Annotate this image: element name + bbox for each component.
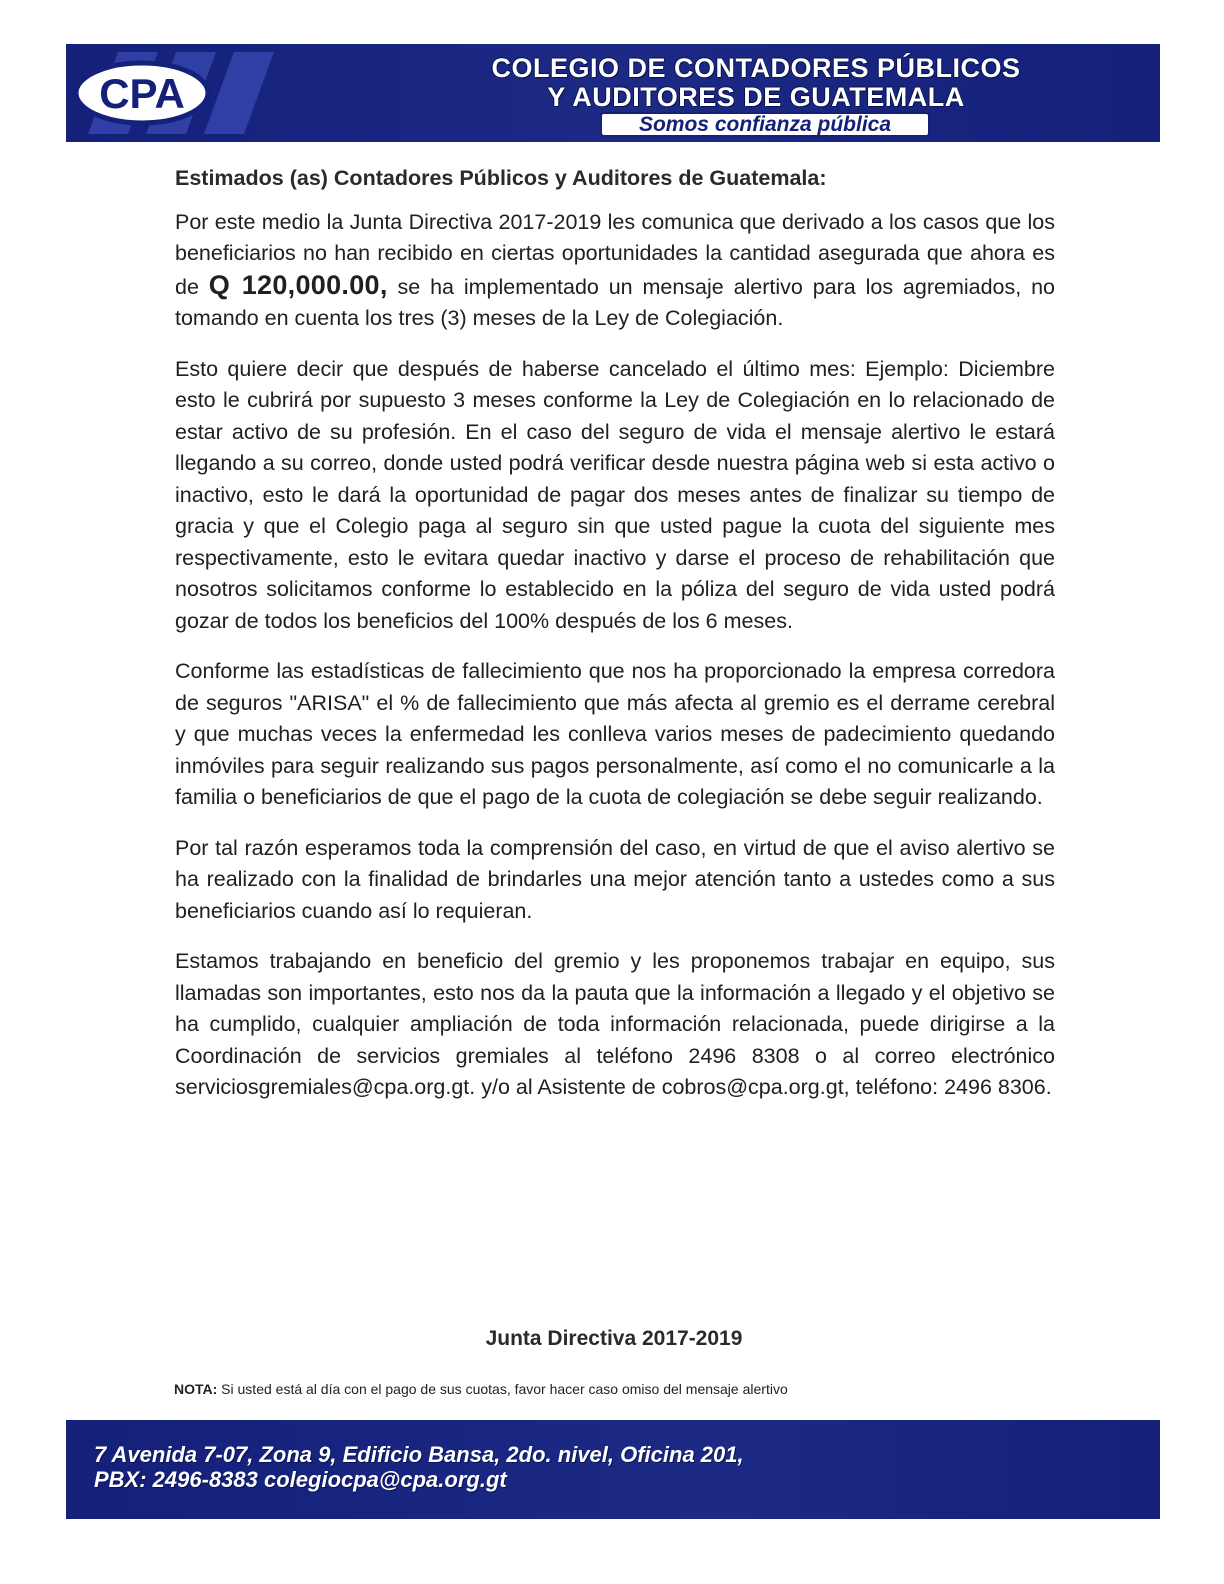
footer-band (66, 1420, 1160, 1519)
greeting: Estimados (as) Contadores Públicos y Auditores de Guatemala: (175, 166, 827, 190)
paragraph-1 (175, 207, 1055, 335)
cpa-logo (66, 44, 296, 142)
logo-text: CPA (99, 70, 185, 117)
organization-name (446, 54, 1066, 112)
insured-amount: Q 120,000.00, (208, 269, 388, 300)
paragraph-5: Estamos trabajando en beneficio del gremio y les proponemos trabajar en equipo, sus llamadas son importantes, esto nos da la pauta que la información a llegado y el objetivo se ha cumplido, cualquier ampliación de toda información relacionada, puede dirigirse a la Coordinación de servicios gremiales al teléfono 2496 8308 o al correo electrónico serviciosgremiales@cpa.org.gt. y/o al Asistente de cobros@cpa.org.gt, teléfono: 2496 8306. (175, 949, 1055, 1099)
letterhead-band (66, 44, 1160, 142)
footer-contact: PBX: 2496-8383 colegiocpa@cpa.org.gt (94, 1467, 507, 1492)
letter-body (175, 163, 1055, 1123)
paragraph-4: Por tal razón esperamos toda la comprensión del caso, en virtud de que el aviso alertivo se ha realizado con la finalidad de brindarles una mejor atención tanto a ustedes como a sus beneficiarios cuando así lo requieran. (175, 835, 1055, 923)
title-line-1: COLEGIO DE CONTADORES PÚBLICOS (491, 53, 1021, 83)
paragraph-1-end: se ha implementado un mensaje alertivo para los agremiados, no tomando en cuenta los tres (3) meses de la Ley de Colegiación. (175, 274, 1055, 330)
paragraph-2: Esto quiere decir que después de haberse cancelado el último mes: Ejemplo: Diciembre esto le cubrirá por supuesto 3 meses conforme la Ley de Colegiación en lo relacionado de estar activo de su profesión. En el caso del seguro de vida el mensaje alertivo le estará llegando a su correo, donde usted podrá verificar desde nuestra página web si esta activo o inactivo, esto le dará la oportunidad de pagar dos meses antes de finalizar su tiempo de gracia y que el Colegio paga al seguro sin que usted pague la cuota del siguiente mes respectivamente, esto le evitara quedar inactivo y darse el proceso de rehabilitación que nosotros solicitamos conforme lo establecido en la póliza del seguro de vida usted podrá gozar de todos los beneficios del 100% después de los 6 meses. (175, 356, 1055, 633)
note (174, 1381, 1054, 1397)
paragraph-3: Conforme las estadísticas de fallecimiento que nos ha proporcionado la empresa corredora de seguros "ARISA" el % de fallecimiento que más afecta al gremio es el derrame cerebral y que muchas veces la enfermedad les conlleva varios meses de padecimiento quedando inmóviles para seguir realizando sus pagos personalmente, así como el no comunicarle a la familia o beneficiarios de que el pago de la cuota de colegiación se debe seguir realizando. (175, 659, 1055, 809)
signature: Junta Directiva 2017-2019 (485, 1327, 743, 1350)
slogan: Somos confianza pública (600, 112, 930, 137)
note-text: Si usted está al día con el pago de sus cuotas, favor hacer caso omiso del mensaje alertivo (217, 1381, 788, 1397)
footer-address: 7 Avenida 7-07, Zona 9, Edificio Bansa, 2do. nivel, Oficina 201, (94, 1442, 744, 1467)
title-line-2: Y AUDITORES DE GUATEMALA (547, 82, 965, 112)
note-label: NOTA: (174, 1381, 218, 1397)
paragraph-1-start: Por este medio la Junta Directiva 2017-2019 les comunica que derivado a los casos que los beneficiarios no han recibido en ciertas oportunidades la cantidad asegurada que ahora es de (175, 209, 1055, 299)
